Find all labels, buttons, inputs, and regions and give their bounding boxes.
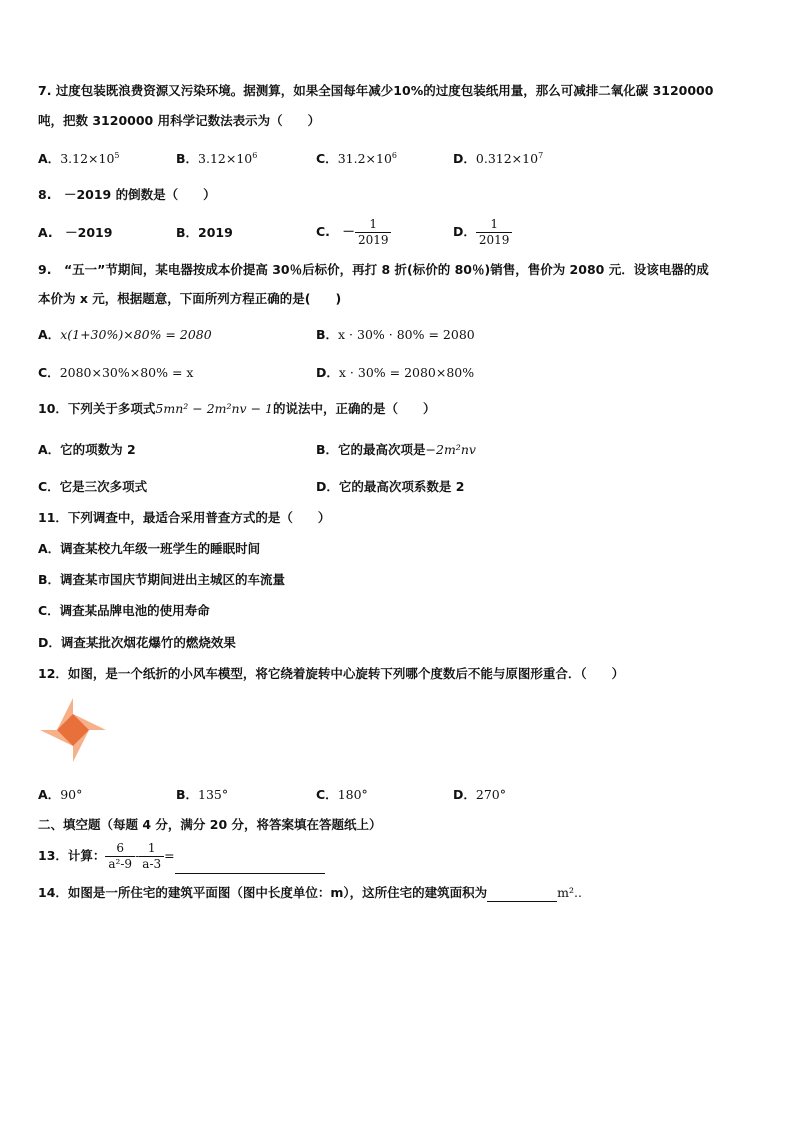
- q9-option-c: C．2080×30%×80% = x: [38, 365, 194, 380]
- q8-stem: 8. －2019 的倒数是（ ）: [38, 187, 216, 202]
- q13-fraction-1: $\frac{6}{\text{a²-9}}$: [105, 841, 135, 872]
- q10-option-d: D．它的最高次项系数是 2: [316, 479, 465, 494]
- q13-answer-blank[interactable]: [175, 859, 325, 874]
- q10-option-c: C．它是三次多项式: [38, 479, 148, 494]
- q12-option-b: B．135°: [176, 787, 229, 802]
- q12-option-a: A．90°: [38, 787, 83, 802]
- q12-option-c: C．180°: [316, 787, 368, 802]
- q10-option-b: B．它的最高次项是−2m²nv: [316, 442, 476, 457]
- q11-stem: 11．下列调查中，最适合采用普查方式的是（ ）: [38, 510, 331, 525]
- q10-stem: 10．下列关于多项式5mn² − 2m²nv − 1的说法中，正确的是（ ）: [38, 401, 436, 416]
- q12-option-d: D．270°: [453, 787, 506, 802]
- q11-option-c: C．调查某品牌电池的使用寿命: [38, 603, 210, 618]
- q11-option-b: B．调查某市国庆节期间进出主城区的车流量: [38, 572, 286, 587]
- q8-option-a: A. －2019: [38, 225, 113, 240]
- q9-option-b: B．x · 30% · 80% = 2080: [316, 327, 475, 342]
- q14-unit: m²..: [557, 885, 582, 900]
- q7-option-b: B．$3.12\times 10^6$: [176, 151, 258, 166]
- q8-option-c: C. － $\frac{1}{2019}$: [316, 214, 391, 250]
- q8-option-d: D． $\frac{1}{2019}$: [453, 214, 512, 250]
- q10-polynomial: 5mn² − 2m²nv − 1: [155, 401, 273, 416]
- q12-stem: 12．如图，是一个纸折的小风车模型，将它绕着旋转中心旋转下列哪个度数后不能与原图形重合．（ ）: [38, 666, 625, 681]
- q14-line: [38, 884, 582, 902]
- q10-option-a: A．它的项数为 2: [38, 442, 136, 457]
- q8-option-c-fraction: $\frac{1}{2019}$: [355, 217, 392, 248]
- q9-stem-line1: 9. “五一”节期间，某电器按成本价提高 30％后标价，再打 8 折(标价的 80％)销售，售价为 2080 元．设该电器的成: [38, 262, 709, 277]
- q8-option-b: B．2019: [176, 225, 233, 240]
- q7-stem-line1: 7. 过度包装既浪费资源又污染环境。据测算，如果全国每年减少10%的过度包装纸用量，那么可减排二氧化碳 3120000: [38, 83, 714, 98]
- q7-option-d: D．$0.312\times 10^7$: [453, 151, 544, 166]
- q11-option-d: D．调查某批次烟花爆竹的燃烧效果: [38, 635, 236, 650]
- q13-line: 13．计算： $\frac{6}{\text{a²-9}}$ - $\frac{1}{a-3}$ =: [38, 838, 325, 874]
- q11-option-a: A．调查某校九年级一班学生的睡眠时间: [38, 541, 261, 556]
- pinwheel-figure: [38, 696, 108, 764]
- q7-option-c: C．$31.2\times 10^6$: [316, 151, 397, 166]
- q7-option-a: A．$3.12\times 10^5$: [38, 151, 120, 166]
- q14-answer-blank[interactable]: [487, 887, 557, 902]
- q9-stem-line2: 本价为 x 元，根据题意，下面所列方程正确的是( ): [38, 291, 342, 306]
- q8-option-d-fraction: $\frac{1}{2019}$: [476, 217, 513, 248]
- q14-text: 14．如图是一所住宅的建筑平面图（图中长度单位：m），这所住宅的建筑面积为: [38, 885, 488, 900]
- q9-option-d: D．x · 30% = 2080×80%: [316, 365, 475, 380]
- section-2-title: 二、填空题（每题 4 分，满分 20 分，将答案填在答题纸上）: [38, 817, 382, 832]
- q13-fraction-2: $\frac{1}{a-3}$: [139, 841, 164, 872]
- q13-label: 13．计算：: [38, 848, 106, 863]
- q7-stem-line2: 吨，把数 3120000 用科学记数法表示为（ ）: [38, 113, 321, 128]
- q9-option-a: A．x(1+30%)×80% = 2080: [38, 327, 212, 342]
